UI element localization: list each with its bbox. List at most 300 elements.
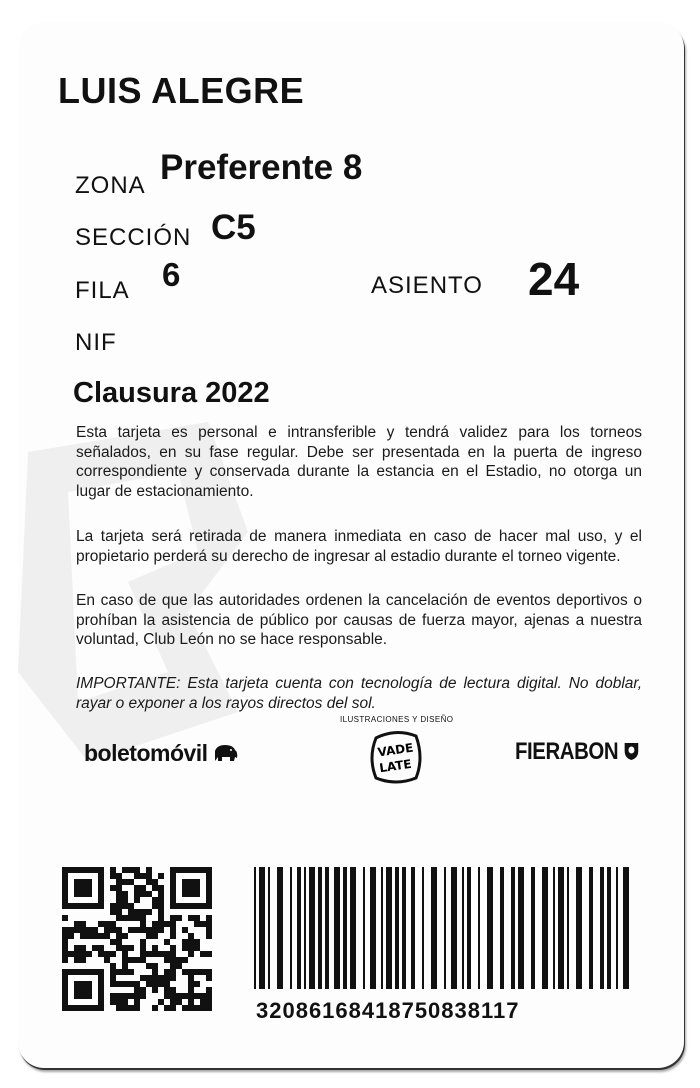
qr-module: [176, 999, 182, 1005]
qr-module: [170, 987, 176, 993]
qr-module: [122, 867, 128, 873]
qr-module: [194, 915, 200, 921]
qr-module: [134, 957, 140, 963]
qr-module: [134, 891, 140, 897]
nif-label: NIF: [75, 329, 117, 356]
qr-module: [104, 933, 110, 939]
qr-module: [152, 897, 158, 903]
qr-module: [158, 921, 164, 927]
barcode-bar: [600, 867, 604, 989]
qr-module: [110, 909, 116, 915]
qr-module: [128, 903, 134, 909]
barcode-bar: [343, 867, 347, 989]
barcode-bar: [444, 867, 446, 989]
qr-module: [146, 933, 152, 939]
fierabon-text: FIERABON: [515, 738, 619, 765]
barcode-bar: [623, 867, 629, 989]
qr-module: [62, 927, 68, 933]
qr-module: [110, 969, 116, 975]
qr-code: [62, 867, 218, 1011]
qr-module: [164, 975, 170, 981]
qr-module: [134, 897, 140, 903]
qr-module: [134, 915, 140, 921]
qr-module: [134, 873, 140, 879]
terms-paragraph-1: Esta tarjeta es personal e intransferible y tendrá validez para los torneos señalados, en su fase regular. Debe ser presentada en la puerta de ingreso correspondiente y conservada durante la estancia en el Estadio, no otorga un lugar de estacionamiento.: [76, 424, 642, 500]
qr-module: [194, 921, 200, 927]
qr-module: [158, 975, 164, 981]
qr-module: [74, 927, 80, 933]
qr-module: [170, 969, 176, 975]
qr-module: [86, 933, 92, 939]
qr-module: [134, 1005, 140, 1011]
qr-module: [134, 987, 140, 993]
qr-module: [140, 939, 146, 945]
barcode-bar: [531, 867, 535, 989]
qr-module: [188, 933, 194, 939]
qr-module: [152, 921, 158, 927]
qr-module: [116, 915, 122, 921]
qr-module: [122, 981, 128, 987]
qr-module: [110, 981, 116, 987]
barcode-bar: [304, 867, 306, 989]
qr-module: [188, 951, 194, 957]
qr-module: [116, 999, 122, 1005]
qr-module: [164, 951, 170, 957]
qr-module: [146, 909, 152, 915]
qr-module: [206, 975, 212, 981]
barcode-bar: [363, 867, 365, 989]
qr-module: [170, 945, 176, 951]
qr-module: [122, 1005, 128, 1011]
qr-module: [158, 915, 164, 921]
qr-module: [158, 981, 164, 987]
barcode-bar: [518, 867, 524, 989]
qr-module: [122, 891, 128, 897]
qr-module: [80, 921, 86, 927]
barcode-bar: [431, 867, 437, 989]
qr-module: [152, 945, 158, 951]
qr-module: [116, 873, 122, 879]
barcode-bar: [511, 867, 515, 989]
qr-module: [74, 951, 80, 957]
qr-module: [206, 951, 212, 957]
qr-module: [110, 999, 116, 1005]
qr-module: [170, 957, 176, 963]
qr-module: [200, 999, 206, 1005]
qr-module: [146, 873, 152, 879]
qr-module: [80, 945, 86, 951]
qr-module: [98, 945, 104, 951]
qr-module: [116, 1005, 122, 1011]
qr-module: [158, 903, 164, 909]
qr-module: [140, 885, 146, 891]
qr-module: [188, 981, 194, 987]
qr-module: [122, 999, 128, 1005]
boletomovil-logo: [84, 740, 239, 767]
barcode-bar: [402, 867, 406, 989]
qr-module: [92, 945, 98, 951]
qr-module: [110, 939, 116, 945]
qr-module: [110, 927, 116, 933]
qr-module: [116, 897, 122, 903]
qr-module: [182, 945, 188, 951]
barcode-bar: [334, 867, 340, 989]
qr-module: [128, 909, 134, 915]
qr-module: [74, 957, 80, 963]
qr-module: [74, 945, 80, 951]
qr-module: [116, 945, 122, 951]
zona-label: ZONA: [75, 172, 146, 199]
qr-module: [146, 927, 152, 933]
qr-module: [122, 957, 128, 963]
qr-module: [140, 921, 146, 927]
fierabon-logo: [515, 738, 639, 766]
qr-module: [128, 915, 134, 921]
barcode-bar: [277, 867, 283, 989]
qr-module: [110, 873, 116, 879]
qr-module: [152, 951, 158, 957]
barcode-bar: [616, 867, 618, 989]
qr-module: [206, 915, 212, 921]
qr-module: [122, 897, 128, 903]
qr-module: [176, 957, 182, 963]
qr-module: [128, 867, 134, 873]
qr-module: [62, 957, 68, 963]
qr-module: [182, 957, 188, 963]
qr-module: [176, 963, 182, 969]
barcode-bar: [254, 867, 256, 989]
qr-module: [80, 957, 86, 963]
qr-module: [170, 975, 176, 981]
qr-module: [158, 897, 164, 903]
qr-module: [194, 939, 200, 945]
barcode-bar: [297, 867, 301, 989]
qr-module: [146, 981, 152, 987]
qr-module: [146, 891, 152, 897]
qr-module: [140, 957, 146, 963]
qr-module: [110, 963, 116, 969]
qr-module: [146, 975, 152, 981]
qr-module: [200, 921, 206, 927]
qr-module: [188, 987, 194, 993]
qr-module: [206, 993, 212, 999]
qr-module: [122, 969, 128, 975]
zona-value: Preferente 8: [160, 148, 363, 187]
qr-module: [188, 975, 194, 981]
qr-module: [194, 993, 200, 999]
qr-module: [140, 975, 146, 981]
qr-module: [80, 927, 86, 933]
qr-module: [134, 993, 140, 999]
qr-module: [134, 909, 140, 915]
barcode-bar: [268, 867, 270, 989]
qr-module: [86, 951, 92, 957]
qr-module: [62, 915, 68, 921]
qr-module: [206, 921, 212, 927]
qr-module: [158, 927, 164, 933]
qr-module: [170, 993, 176, 999]
qr-module: [128, 981, 134, 987]
qr-module: [110, 951, 116, 957]
qr-module: [170, 999, 176, 1005]
qr-module: [188, 939, 194, 945]
qr-module: [140, 993, 146, 999]
barcode-bar: [500, 867, 504, 989]
qr-module: [146, 879, 152, 885]
qr-module: [98, 921, 104, 927]
qr-module: [194, 969, 200, 975]
qr-module: [170, 951, 176, 957]
qr-module: [170, 1005, 176, 1011]
qr-module: [158, 873, 164, 879]
qr-module: [194, 981, 200, 987]
qr-module: [188, 969, 194, 975]
qr-module: [158, 891, 164, 897]
qr-module: [110, 903, 116, 909]
barcode-bar: [318, 867, 322, 989]
qr-module: [122, 903, 128, 909]
qr-module: [182, 969, 188, 975]
qr-module: [140, 909, 146, 915]
barcode-bar: [553, 867, 555, 989]
barcode: [250, 867, 640, 992]
qr-module: [164, 957, 170, 963]
barcode-bar: [386, 867, 392, 989]
qr-module: [68, 933, 74, 939]
qr-module: [116, 885, 122, 891]
qr-module: [128, 957, 134, 963]
terms-important-note: IMPORTANTE: Esta tarjeta cuenta con tecnología de lectura digital. No doblar, rayar o exponer a los rayos directos del sol.: [76, 675, 642, 712]
fila-value: 6: [162, 256, 181, 293]
barcode-bar: [558, 867, 564, 989]
qr-module: [68, 951, 74, 957]
qr-module: [170, 915, 176, 921]
lion-shield-icon: [623, 741, 638, 761]
qr-module: [164, 981, 170, 987]
qr-module: [170, 933, 176, 939]
qr-module: [122, 945, 128, 951]
qr-module: [74, 921, 80, 927]
qr-module: [122, 963, 128, 969]
qr-module: [188, 999, 194, 1005]
vade-text: VADE: [376, 740, 415, 760]
qr-module: [134, 927, 140, 933]
seccion-value: C5: [211, 208, 256, 247]
qr-module: [188, 993, 194, 999]
qr-module: [62, 945, 68, 951]
barcode-bar: [309, 867, 315, 989]
qr-module: [122, 879, 128, 885]
qr-module: [140, 891, 146, 897]
qr-module: [206, 933, 212, 939]
qr-module: [164, 993, 170, 999]
qr-module: [92, 933, 98, 939]
ticket-holder-name: LUIS ALEGRE: [58, 70, 305, 111]
qr-module: [122, 915, 128, 921]
qr-module: [74, 981, 92, 999]
terms-paragraph-3: En caso de que las autoridades ordenen la cancelación de eventos deportivos o prohíban la asistencia de público por causas de fuerza mayor, ajenas a nuestra voluntad, Club León no se hace responsable.: [76, 592, 642, 648]
elephant-icon: [213, 743, 239, 763]
qr-module: [164, 987, 170, 993]
qr-module: [116, 909, 122, 915]
qr-module: [116, 879, 122, 885]
barcode-bar: [290, 867, 292, 989]
illustration-credit: ILUSTRACIONES Y DISEÑO: [340, 715, 454, 724]
qr-module: [86, 927, 92, 933]
qr-module: [194, 945, 200, 951]
qr-module: [116, 903, 122, 909]
qr-module: [140, 987, 146, 993]
boletomovil-text: boletomóvil: [84, 740, 208, 766]
qr-module: [128, 1005, 134, 1011]
qr-module: [134, 981, 140, 987]
qr-module: [140, 927, 146, 933]
qr-module: [206, 987, 212, 993]
qr-module: [158, 885, 164, 891]
qr-module: [62, 933, 68, 939]
qr-module: [176, 915, 182, 921]
qr-module: [152, 987, 158, 993]
qr-module: [134, 999, 140, 1005]
qr-module: [128, 993, 134, 999]
qr-module: [80, 951, 86, 957]
qr-module: [74, 879, 92, 897]
qr-module: [116, 891, 122, 897]
qr-module: [62, 939, 68, 945]
qr-module: [104, 957, 110, 963]
qr-module: [206, 927, 212, 933]
qr-module: [128, 879, 134, 885]
qr-module: [158, 999, 164, 1005]
qr-module: [164, 921, 170, 927]
asiento-value: 24: [528, 253, 580, 305]
qr-module: [170, 927, 176, 933]
qr-module: [68, 927, 74, 933]
barcode-bar: [487, 867, 493, 989]
qr-module: [92, 927, 98, 933]
qr-module: [104, 921, 110, 927]
barcode-bar: [542, 867, 548, 989]
qr-module: [182, 1005, 188, 1011]
barcode-bar: [395, 867, 399, 989]
barcode-bar: [259, 867, 265, 989]
qr-module: [110, 867, 116, 873]
barcode-bar: [422, 867, 424, 989]
qr-module: [104, 951, 110, 957]
seccion-label: SECCIÓN: [75, 224, 192, 251]
qr-module: [152, 1005, 158, 1011]
qr-module: [188, 1005, 194, 1011]
barcode-bar: [607, 867, 611, 989]
qr-module: [116, 969, 122, 975]
qr-module: [152, 969, 158, 975]
qr-module: [164, 969, 170, 975]
barcode-bar: [381, 867, 383, 989]
barcode-bar: [350, 867, 356, 989]
qr-module: [122, 933, 128, 939]
qr-module: [182, 939, 188, 945]
barcode-bar: [589, 867, 593, 989]
qr-module: [182, 879, 200, 897]
qr-module: [116, 939, 122, 945]
qr-module: [128, 945, 134, 951]
late-text: LATE: [378, 756, 413, 776]
qr-module: [200, 993, 206, 999]
qr-module: [152, 879, 158, 885]
qr-module: [206, 969, 212, 975]
barcode-number: 32086168418750838117: [256, 998, 520, 1023]
qr-module: [104, 927, 110, 933]
qr-module: [116, 933, 122, 939]
barcode-bar: [325, 867, 329, 989]
qr-module: [110, 993, 116, 999]
qr-module: [200, 1005, 206, 1011]
qr-module: [170, 921, 176, 927]
qr-module: [152, 975, 158, 981]
qr-module: [140, 873, 146, 879]
vadelate-stamp-logo: [368, 728, 424, 786]
qr-module: [62, 951, 68, 957]
qr-module: [80, 933, 86, 939]
qr-module: [98, 933, 104, 939]
qr-module: [98, 951, 104, 957]
barcode-bar: [478, 867, 480, 989]
qr-module: [176, 993, 182, 999]
barcode-bar: [411, 867, 415, 989]
qr-module: [146, 963, 152, 969]
qr-module: [182, 993, 188, 999]
asiento-label: ASIENTO: [371, 272, 483, 299]
qr-module: [200, 969, 206, 975]
qr-module: [194, 1005, 200, 1011]
qr-module: [134, 867, 140, 873]
qr-module: [158, 951, 164, 957]
qr-module: [188, 915, 194, 921]
terms-paragraph-2: La tarjeta será retirada de manera inmediata en caso de hacer mal uso, y el propietario perderá su derecho de ingresar al estadio durante el torneo vigente.: [76, 528, 642, 565]
qr-module: [134, 885, 140, 891]
qr-module: [122, 993, 128, 999]
qr-module: [128, 927, 134, 933]
qr-module: [182, 927, 188, 933]
qr-module: [146, 867, 152, 873]
barcode-bar: [567, 867, 569, 989]
qr-module: [170, 963, 176, 969]
season-ticket-card: [18, 22, 684, 1068]
season-title: Clausura 2022: [73, 377, 270, 409]
barcode-bar: [576, 867, 582, 989]
qr-module: [116, 927, 122, 933]
barcode-bar: [467, 867, 471, 989]
barcode-bar: [370, 867, 376, 989]
qr-module: [140, 915, 146, 921]
qr-module: [164, 1005, 170, 1011]
qr-module: [188, 945, 194, 951]
qr-module: [110, 975, 116, 981]
qr-module: [110, 921, 116, 927]
qr-module: [152, 933, 158, 939]
qr-module: [164, 939, 170, 945]
qr-module: [140, 951, 146, 957]
barcode-bar: [462, 867, 464, 989]
barcode-bar: [451, 867, 457, 989]
qr-module: [152, 927, 158, 933]
qr-module: [128, 969, 134, 975]
qr-module: [158, 909, 164, 915]
qr-module: [122, 951, 128, 957]
qr-module: [152, 981, 158, 987]
qr-module: [110, 885, 116, 891]
qr-module: [152, 903, 158, 909]
